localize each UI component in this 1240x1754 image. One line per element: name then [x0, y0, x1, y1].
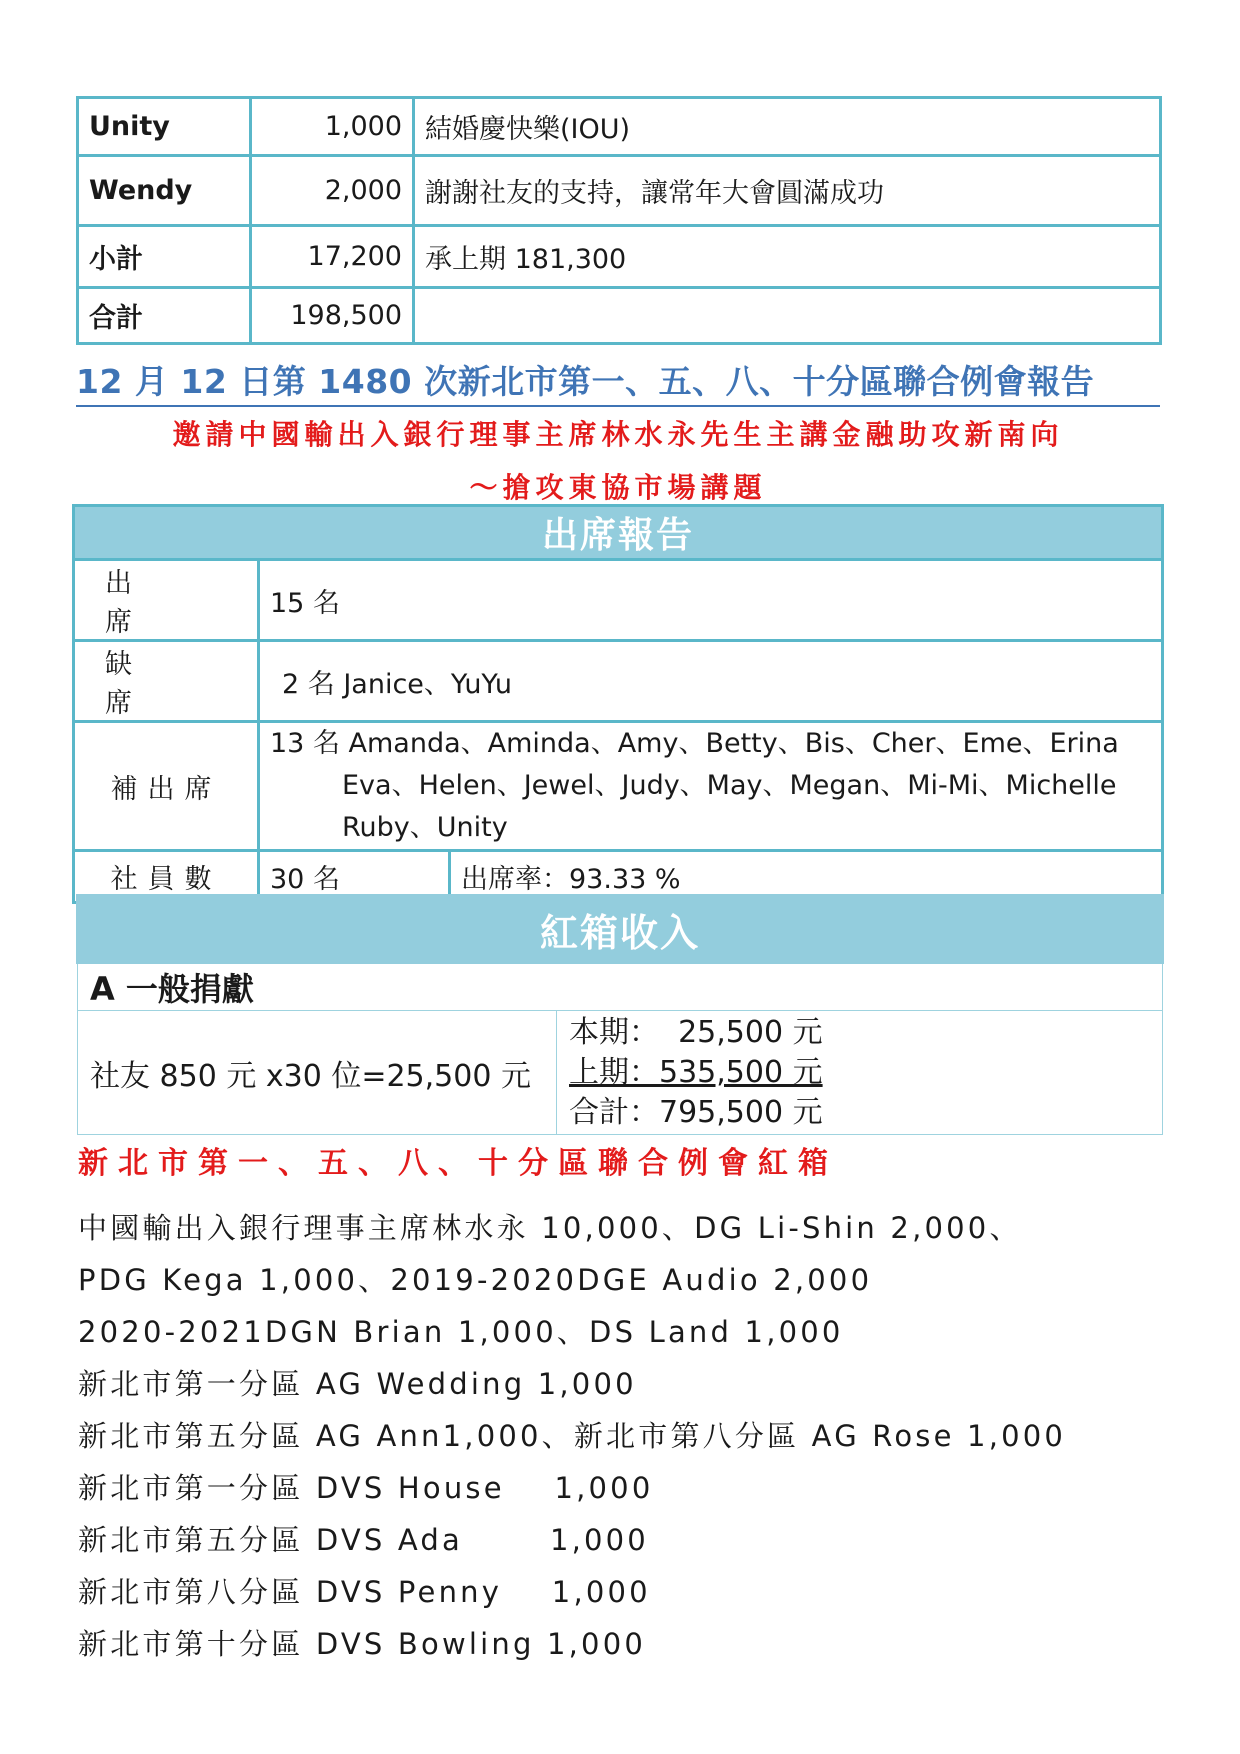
total-note	[414, 288, 1161, 344]
donor-line: 新北市第五分區 DVS Ada 1,000	[78, 1523, 649, 1557]
donor-note: 謝謝社友的支持，讓常年大會圓滿成功	[414, 156, 1161, 226]
donor-line: 2020-2021DGN Brian 1,000、DS Land 1,000	[78, 1315, 844, 1349]
income-table	[76, 894, 1164, 1135]
table-row	[74, 722, 1163, 851]
subtotal-amount: 17,200	[251, 226, 414, 288]
income-summary	[557, 1011, 1163, 1135]
table-row	[78, 1011, 1163, 1135]
attendance-table	[72, 504, 1164, 904]
income-header: 紅箱收入	[78, 896, 1163, 963]
attendance-header: 出席報告	[74, 506, 1163, 560]
table-row	[74, 560, 1163, 641]
donor-line: 新北市第十分區 DVS Bowling 1,000	[78, 1627, 647, 1661]
table-row	[78, 226, 1161, 288]
meeting-title: 12 月 12 日第 1480 次新北市第一、五、八、十分區聯合例會報告	[76, 356, 1160, 407]
makeup-label: 補出席	[74, 722, 259, 851]
attendance-header-row	[74, 506, 1163, 560]
absent-label: 缺 席	[74, 641, 259, 722]
makeup-line-1: 13 名 Amanda、Aminda、Amy、Betty、Bis、Cher、Eme、Erina	[270, 728, 1119, 759]
table-row	[78, 98, 1161, 156]
donor-note: 結婚慶快樂(IOU)	[414, 98, 1161, 156]
subtotal-label: 小計	[78, 226, 251, 288]
current-period: 本期： 25,500 元	[569, 1014, 823, 1050]
donor-amount: 2,000	[251, 156, 414, 226]
grand-total: 合計：795,500 元	[569, 1094, 823, 1130]
carried-forward: 承上期 181,300	[414, 226, 1161, 288]
table-row	[78, 156, 1161, 226]
donor-name: Unity	[78, 98, 251, 156]
makeup-names	[259, 722, 1163, 851]
previous-period: 上期：535,500 元	[569, 1054, 823, 1090]
absent-value: 2 名 Janice、YuYu	[259, 641, 1163, 722]
section-a-title: A 一般捐獻	[78, 963, 1163, 1011]
makeup-line-2: Eva、Helen、Jewel、Judy、May、Megan、Mi-Mi、Michelle	[342, 770, 1117, 801]
donation-table	[76, 96, 1162, 345]
joint-redbox-title: 新北市第一、五、八、十分區聯合例會紅箱	[78, 1146, 838, 1181]
section-row	[78, 963, 1163, 1011]
donor-line: PDG Kega 1,000、2019-2020DGE Audio 2,000	[78, 1263, 873, 1297]
present-value: 15 名	[259, 560, 1163, 641]
income-header-row	[78, 896, 1163, 963]
invite-line-2: ～搶攻東協市場講題	[469, 471, 767, 504]
attendance-rate: 出席率：93.33 %	[450, 851, 1163, 903]
table-row	[74, 641, 1163, 722]
total-amount: 198,500	[251, 288, 414, 344]
donor-line: 中國輸出入銀行理事主席林水永 10,000、DG Li-Shin 2,000、	[78, 1211, 1022, 1245]
table-row	[78, 288, 1161, 344]
invite-line-1: 邀請中國輸出入銀行理事主席林水永先生主講金融助攻新南向	[172, 418, 1064, 451]
present-label: 出 席	[74, 560, 259, 641]
donor-line: 新北市第八分區 DVS Penny 1,000	[78, 1575, 651, 1609]
members-value: 30 名	[259, 851, 450, 903]
donation-formula: 社友 850 元 x30 位=25,500 元	[78, 1011, 557, 1135]
members-label: 社員數	[74, 851, 259, 903]
donor-line: 新北市第一分區 AG Wedding 1,000	[78, 1367, 637, 1401]
makeup-line-3: Ruby、Unity	[342, 812, 508, 843]
donor-name: Wendy	[78, 156, 251, 226]
donor-line: 新北市第一分區 DVS House 1,000	[78, 1471, 654, 1505]
donor-amount: 1,000	[251, 98, 414, 156]
total-label: 合計	[78, 288, 251, 344]
donor-line: 新北市第五分區 AG Ann1,000、新北市第八分區 AG Rose 1,000	[78, 1419, 1067, 1453]
